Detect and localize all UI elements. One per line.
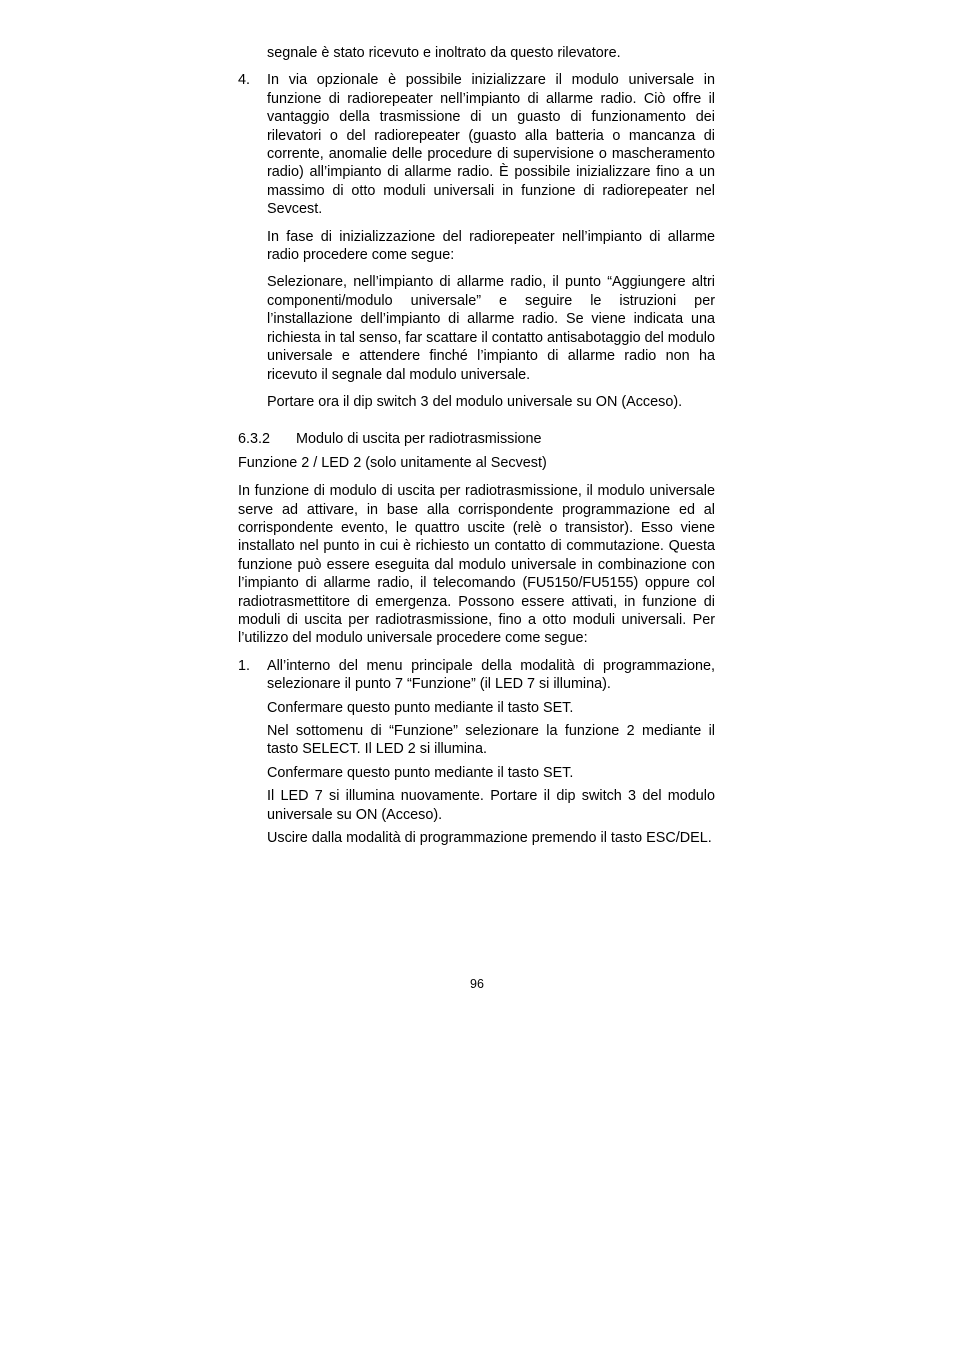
section-number: 6.3.2 <box>238 431 271 448</box>
section-subtitle: Funzione 2 / LED 2 (solo unitamente al Secvest) <box>238 454 547 471</box>
list-item-text: In via opzionale è possibile inizializzare il modulo universale in funzione di radiorepeater nell’impianto di allarme radio. Ciò offre il vantaggio della trasmissione di un guasto di funzionamento dei rilevatori o del radiorepeater (guasto alla batteria o mancanza di corrente, anomalie delle procedure di supervisione o mascheramento radio) all’impianto di allarme radio. È possibile inizializzare fino a un massimo di otto moduli universali in funzione di radiorepeater nel Sevcest. <box>267 72 715 218</box>
section-body: In funzione di modulo di uscita per radiotrasmissione, il modulo universale serve ad attivare, in base alla corrispondente programmazione ed al corrispondente evento, le quattro uscite (relè o transistor). Esso viene installato nel punto in cui è richiesto un contatto di commutazione. Questa funzione può essere eseguita dal modulo universale in combinazione con l’impianto di allarme radio, il telecomando (FU5150/FU5155) oppure col radiotrasmettitore di emergenza. Possono essere attivati, in funzione di moduli di uscita per radiotrasmissione, fino a otto moduli universali. Per l’utilizzo del modulo universale procedere come segue: <box>238 483 715 647</box>
continuation-paragraph: segnale è stato ricevuto e inoltrato da questo rilevatore. <box>267 45 621 61</box>
step-line: Il LED 7 si illumina nuovamente. Portare il dip switch 3 del modulo universale su ON (Acceso). <box>267 788 715 823</box>
step-line: Confermare questo punto mediante il tasto SET. <box>267 764 574 781</box>
step-line: Uscire dalla modalità di programmazione premendo il tasto ESC/DEL. <box>267 830 712 847</box>
paragraph: Portare ora il dip switch 3 del modulo universale su ON (Acceso). <box>267 393 683 410</box>
list-number: 1. <box>238 657 251 674</box>
section-title: Modulo di uscita per radiotrasmissione <box>296 431 542 448</box>
step-line: Confermare questo punto mediante il tasto SET. <box>267 699 574 716</box>
list-number: 4. <box>238 72 251 89</box>
list-item-text: All’interno del menu principale della modalità di programmazione, selezionare il punto 7 “Funzione” (il LED 7 si illumina). <box>267 657 715 693</box>
step-line: Nel sottomenu di “Funzione” selezionare la funzione 2 mediante il tasto SELECT. Il LED 2 si illumina. <box>267 723 715 758</box>
main-text <box>238 44 715 847</box>
section-heading <box>238 430 715 448</box>
list-item-1 <box>238 657 715 694</box>
page-number: 96 <box>470 977 484 991</box>
list-item-4 <box>238 71 715 218</box>
paragraph: Selezionare, nell’impianto di allarme radio, il punto “Aggiungere altri componenti/modulo universale” e seguire le istruzioni per l’installazione dell’impianto di allarme radio. Se viene indicata una richiesta in tal senso, far scattare il contatto antisabotaggio del modulo universale e attendere finché l’impianto di allarme radio non ha ricevuto il segnale dal modulo universale. <box>267 274 715 383</box>
paragraph: In fase di inizializzazione del radiorepeater nell’impianto di allarme radio procedere come segue: <box>267 228 715 264</box>
